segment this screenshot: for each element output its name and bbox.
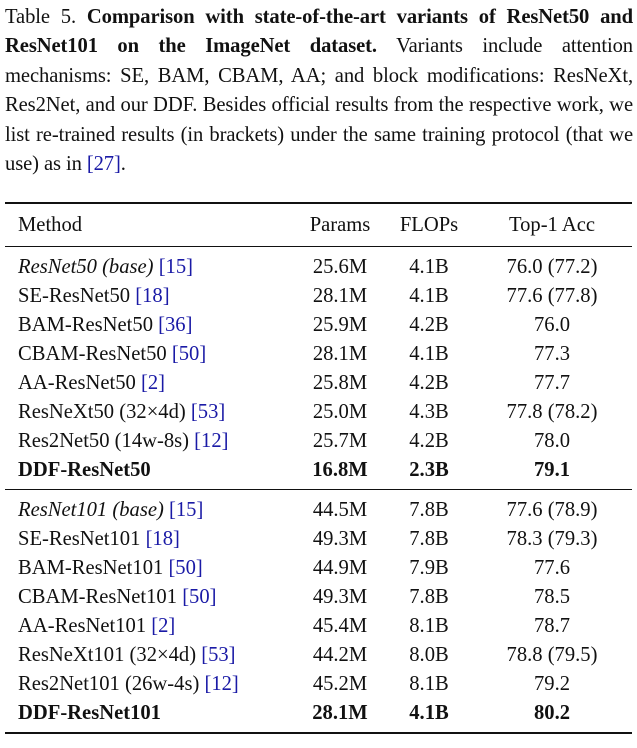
cell-flops: 7.8B (409, 528, 449, 550)
table-row (5, 340, 632, 369)
cell-params: 49.3M (312, 586, 368, 608)
cell-acc: 78.0 (533, 430, 571, 452)
table-row (5, 490, 632, 526)
table-row (5, 427, 632, 456)
cell-acc: 77.6 (78.9) (472, 490, 632, 526)
cell-method (5, 398, 294, 427)
cell-acc: 77.3 (533, 343, 571, 365)
cell-acc: 79.1 (533, 459, 571, 481)
cell-method (5, 583, 294, 612)
cell-acc: 76.0 (533, 314, 571, 336)
citation-link[interactable]: [50] (182, 586, 217, 608)
cell-method (5, 554, 294, 583)
citation-link[interactable]: [15] (158, 256, 194, 278)
header-acc: Top-1 Acc (508, 214, 596, 236)
cell-params: 25.0M (312, 401, 368, 423)
cell-params: 45.2M (312, 673, 368, 695)
cell-acc: 78.7 (533, 615, 571, 637)
cell-flops: 8.1B (409, 615, 449, 637)
table-row (5, 670, 632, 699)
table-row (5, 699, 632, 733)
method-name: ResNet50 (base) (18, 256, 154, 278)
table-row (5, 583, 632, 612)
citation-link[interactable]: [18] (135, 285, 170, 307)
method-name: DDF-ResNet50 (18, 459, 151, 481)
cell-flops: 4.1B (409, 702, 449, 724)
cell-method (5, 490, 294, 526)
method-name: SE-ResNet50 (18, 285, 131, 307)
cell-flops: 7.9B (409, 557, 449, 579)
method-name: AA-ResNet101 (18, 615, 147, 637)
method-name: CBAM-ResNet101 (18, 586, 178, 608)
cell-acc: 77.6 (77.8) (506, 285, 598, 307)
method-name: AA-ResNet50 (18, 372, 136, 394)
cell-flops: 4.1B (409, 285, 449, 307)
cell-method (5, 641, 294, 670)
citation-link[interactable]: [50] (168, 557, 203, 579)
cell-params: 49.3M (312, 528, 368, 550)
cell-flops: 4.1B (409, 343, 449, 365)
cell-params: 45.4M (312, 615, 368, 637)
cell-flops: 8.1B (409, 673, 449, 695)
table-row (5, 641, 632, 670)
cell-method (5, 612, 294, 641)
table-row (5, 247, 632, 283)
method-name: DDF-ResNet101 (18, 702, 161, 724)
cell-flops: 4.1B (409, 256, 449, 278)
citation-link[interactable]: [50] (171, 343, 207, 365)
table-row (5, 554, 632, 583)
cell-acc: 77.8 (78.2) (506, 401, 598, 423)
cell-params: 44.9M (312, 557, 368, 579)
cell-method (5, 699, 294, 733)
citation-link[interactable]: [12] (194, 430, 229, 452)
method-name: CBAM-ResNet50 (18, 343, 167, 365)
cell-flops: 4.2B (409, 430, 449, 452)
cell-method (5, 456, 294, 490)
method-name: BAM-ResNet101 (18, 557, 164, 579)
citation-link[interactable]: [18] (145, 528, 180, 550)
cell-method (5, 311, 294, 340)
cell-params: 28.1M (312, 285, 368, 307)
cell-flops: 7.8B (386, 490, 472, 526)
table-row (5, 282, 632, 311)
cell-params: 16.8M (312, 459, 368, 481)
citation-link[interactable]: [36] (158, 314, 193, 336)
method-name: Res2Net101 (26w-4s) (18, 673, 200, 695)
cell-acc: 77.6 (533, 557, 571, 579)
citation-link[interactable]: [2] (151, 615, 176, 637)
method-name: Res2Net50 (14w-8s) (18, 430, 190, 452)
cell-flops: 7.8B (409, 586, 449, 608)
caption-label: Table 5. (5, 6, 77, 28)
cell-method (5, 247, 294, 283)
table-caption (5, 0, 633, 179)
cell-acc: 80.2 (533, 702, 571, 724)
caption-title: Comparison with state-of-the-art variants of ResNet50 and ResNet101 on the ImageNet dataset. (5, 6, 633, 58)
cell-acc: 78.5 (533, 586, 571, 608)
header-row (5, 203, 632, 247)
method-name: ResNeXt50 (32×4d) (18, 401, 186, 423)
citation-link[interactable]: [53] (201, 644, 236, 666)
caption-end: . (120, 153, 126, 176)
caption-body: Variants include attention mechanisms: SE, BAM, CBAM, AA; and block modifications: ResNeXt, Res2Net, and our DDF. Besides official results from the respective work, we list re-trained results (in brackets) under the same training protocol (that we use) as in (5, 35, 633, 176)
method-name: ResNeXt101 (32×4d) (18, 644, 197, 666)
header-method: Method (18, 214, 83, 236)
table-row (5, 612, 632, 641)
cell-acc: 77.7 (533, 372, 571, 394)
cell-method (5, 340, 294, 369)
cell-method (5, 282, 294, 311)
citation-link[interactable]: [12] (204, 673, 239, 695)
cell-params: 44.2M (312, 644, 368, 666)
table-body (5, 247, 632, 734)
caption-citation-link[interactable]: [27] (86, 153, 121, 176)
cell-params: 25.8M (312, 372, 368, 394)
cell-params: 25.7M (312, 430, 368, 452)
table-row (5, 398, 632, 427)
table-row (5, 456, 632, 490)
cell-flops: 2.3B (409, 459, 449, 481)
cell-acc: 79.2 (533, 673, 571, 695)
table-row (5, 369, 632, 398)
cell-method (5, 427, 294, 456)
method-name: SE-ResNet101 (18, 528, 141, 550)
cell-method (5, 670, 294, 699)
cell-params: 25.6M (312, 256, 368, 278)
header-params: Params (309, 214, 371, 236)
cell-acc: 76.0 (77.2) (506, 256, 598, 278)
cell-flops: 4.2B (409, 314, 449, 336)
table-row (5, 311, 632, 340)
cell-acc: 78.8 (79.5) (506, 644, 598, 666)
citation-link[interactable]: [53] (190, 401, 226, 423)
cell-params: 28.1M (312, 343, 368, 365)
cell-method (5, 369, 294, 398)
method-name: ResNet101 (base) (18, 499, 164, 521)
header-flops: FLOPs (399, 214, 459, 236)
results-table (5, 202, 632, 734)
cell-params: 44.5M (294, 490, 386, 526)
cell-acc: 78.3 (79.3) (506, 528, 598, 550)
cell-params: 25.9M (312, 314, 368, 336)
method-name: BAM-ResNet50 (18, 314, 153, 336)
cell-flops: 4.2B (409, 372, 449, 394)
citation-link[interactable]: [2] (140, 372, 165, 394)
citation-link[interactable]: [15] (169, 499, 204, 521)
cell-flops: 8.0B (409, 644, 449, 666)
table-row (5, 525, 632, 554)
cell-params: 28.1M (312, 702, 368, 724)
cell-method (5, 525, 294, 554)
cell-flops: 4.3B (409, 401, 449, 423)
